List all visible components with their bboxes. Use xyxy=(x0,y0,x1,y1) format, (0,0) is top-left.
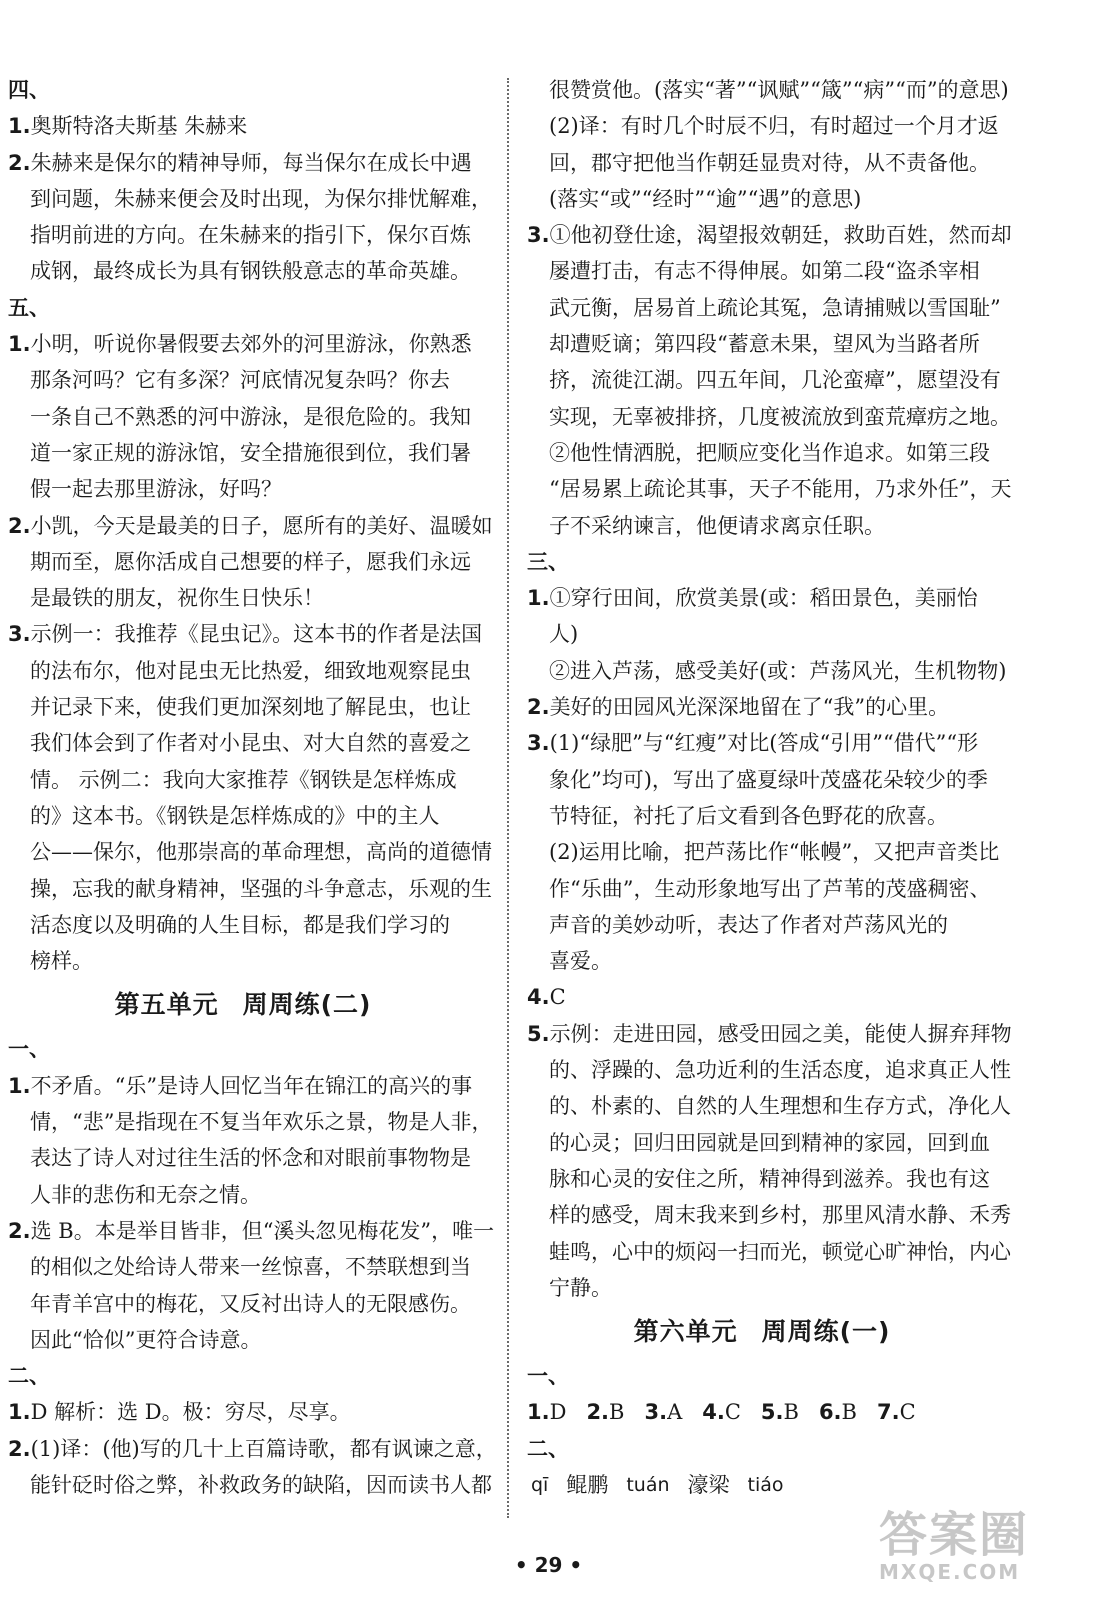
section-4-items xyxy=(8,108,492,289)
answer-line: 的、浮躁的、急功近利的生活态度，追求真正人性 xyxy=(549,1058,1011,1083)
item-number: 4. xyxy=(527,985,550,1010)
item-number: 1. xyxy=(527,586,550,611)
section-5-items xyxy=(8,326,493,979)
column-divider xyxy=(507,78,509,1518)
answer-line: 期而至，愿你活成自己想要的样子，愿我们永远 xyxy=(30,549,471,574)
answer-line: 并记录下来，使我们更加深刻地了解昆虫，也让 xyxy=(30,695,471,720)
unit-title-5-b: 周周练(二) xyxy=(242,990,372,1020)
answer-line: 一条自己不熟悉的河中游泳，是很危险的。我知 xyxy=(30,404,471,429)
section-3-items xyxy=(527,580,1012,1306)
unit-title-5-a: 第五单元 xyxy=(114,990,219,1020)
answer-line: 1.①穿行田间，欣赏美景(或：稻田景色，美丽怡 xyxy=(527,586,978,611)
watermark-logo-text: 答案圈 xyxy=(879,1507,1030,1563)
answer-line: 假一起去那里游泳，好吗？ xyxy=(30,477,282,502)
answer-line: 的相似之处给诗人带来一丝惊喜，不禁联想到当 xyxy=(30,1255,471,1280)
word-answer: 鲲鹏 xyxy=(566,1472,609,1497)
item-number: 2. xyxy=(586,1400,610,1425)
unit-title-6 xyxy=(527,1306,997,1358)
page-number: • 29 • xyxy=(514,1553,583,1577)
answer-line: 武元衡，居易首上疏论其冤，急请捕贼以雪国耻” xyxy=(549,295,1001,320)
answer-line: 活态度以及明确的人生目标，都是我们学习的 xyxy=(30,912,450,937)
answer-line: 喜爱。 xyxy=(549,949,612,974)
answer-line: 人) xyxy=(549,622,579,647)
right-column xyxy=(527,72,1012,1503)
left-column xyxy=(8,72,497,1503)
answer-line: 道一家正规的游泳馆，安全措施很到位，我们暑 xyxy=(30,440,471,465)
answer-line: 2.小凯，今天是最美的日子，愿所有的美好、温暖如 xyxy=(8,513,493,538)
item-number: 1. xyxy=(8,1073,31,1098)
continued-answer xyxy=(527,72,1009,217)
answer-line: 是最铁的朋友，祝你生日快乐！ xyxy=(30,586,324,611)
word-answer: 濠梁 xyxy=(687,1472,730,1497)
answer-line: (落实“或”“经时”“逾”“遇”的意思) xyxy=(549,186,862,211)
answer-line: 操，忘我的献身精神，坚强的斗争意志，乐观的生 xyxy=(30,876,492,901)
answer-line: (2)译：有时几个时辰不归，有时超过一个月才返 xyxy=(549,114,999,139)
answer-line: 4.C xyxy=(527,985,566,1010)
answer-line: 却遭贬谪；第四段“蓄意未果，望风为当路者所 xyxy=(549,332,980,357)
practice-2-items xyxy=(8,1394,497,1503)
answer-line: 象化”均可)，写出了盛夏绿叶茂盛花朵较少的季 xyxy=(549,767,988,792)
answer-line: 3.示例一：我推荐《昆虫记》。这本书的作者是法国 xyxy=(8,622,483,647)
mc-answer: 6.B xyxy=(818,1400,857,1425)
answer-line: 我们体会到了作者对小昆虫、对大自然的喜爱之 xyxy=(30,731,471,756)
item-number: 2. xyxy=(8,150,31,175)
answer-line: 因此“恰似”更符合诗意。 xyxy=(30,1327,262,1352)
answer-line: 挤，流徙江湖。四五年间，几沦蛮瘴”，愿望没有 xyxy=(549,368,1001,393)
answer-line: 屡遭打击，有志不得伸展。如第二段“盗杀宰相 xyxy=(549,259,980,284)
answer-line: 宁静。 xyxy=(549,1275,612,1300)
item-number: 3. xyxy=(527,223,550,248)
answer-line: 蛙鸣，心中的烦闷一扫而光，顿觉心旷神怡，内心 xyxy=(549,1239,1011,1264)
watermark-domain: MXQE.COM xyxy=(879,1560,1021,1584)
answer-line: 1.小明，听说你暑假要去郊外的河里游泳，你熟悉 xyxy=(8,332,472,357)
item-number: 7. xyxy=(876,1400,900,1425)
section-heading-4: 四、 xyxy=(8,78,50,102)
answer-line: 的》这本书。《钢铁是怎样炼成的》中的主人 xyxy=(30,803,440,828)
mc-answer: 4.C xyxy=(702,1400,741,1425)
answer-line: 情。 示例二：我向大家推荐《钢铁是怎样炼成 xyxy=(30,767,457,792)
multiple-choice-answers xyxy=(527,1394,997,1430)
answer-line: 脉和心灵的安住之所，精神得到滋养。我也有这 xyxy=(549,1166,990,1191)
section-heading-3: 三、 xyxy=(527,549,569,574)
item-number: 3. xyxy=(644,1400,668,1425)
answer-line: 1.D 解析：选 D。极：穷尽，尽享。 xyxy=(8,1400,351,1425)
item-number: 1. xyxy=(8,1400,31,1425)
answer-line: 到问题，朱赫来便会及时出现，为保尔排忧解难， xyxy=(30,186,492,211)
answer-line: 子不采纳谏言，他便请求离京任职。 xyxy=(549,513,885,538)
unit6-heading-2: 二、 xyxy=(527,1436,569,1461)
answer-line: 情，“悲”是指现在不复当年欢乐之景，物是人非， xyxy=(30,1110,493,1135)
unit-title-5 xyxy=(8,979,478,1031)
answer-line: 年青羊宫中的梅花，又反衬出诗人的无限感伤。 xyxy=(30,1291,471,1316)
answer-line: 2.(1)译：(他)写的几十上百篇诗歌，都有讽谏之意， xyxy=(8,1436,497,1461)
answer-line: 样的感受，周末我来到乡村，那里风清水静、禾秀 xyxy=(549,1203,1011,1228)
site-watermark xyxy=(879,1507,1079,1592)
section-heading-5: 五、 xyxy=(8,295,50,320)
item-number: 2. xyxy=(8,1436,31,1461)
mc-answer: 1.D xyxy=(527,1400,567,1425)
answer-line: 3.①他初登仕途，渴望报效朝廷，救助百姓，然而却 xyxy=(527,223,1012,248)
answer-line: 2.选 B。本是举目皆非，但“溪头忽见梅花发”，唯一 xyxy=(8,1218,495,1243)
answer-line: 回，郡守把他当作朝廷显贵对待，从不责备他。 xyxy=(549,150,990,175)
answer-line: 声音的美妙动听，表达了作者对芦荡风光的 xyxy=(549,912,948,937)
answer-line: ②他性情洒脱，把顺应变化当作追求。如第三段 xyxy=(549,440,990,465)
practice-heading-2: 二、 xyxy=(8,1364,50,1389)
answer-line: 实现，无辜被排挤，几度被流放到蛮荒瘴疠之地。 xyxy=(549,404,1011,429)
answer-line: ②进入芦荡，感受美好(或：芦荡风光，生机物物) xyxy=(549,658,1007,683)
answer-line: 的、朴素的、自然的人生理想和生存方式，净化人 xyxy=(549,1094,1011,1119)
unit6-heading-1: 一、 xyxy=(527,1364,569,1389)
answer-line: 5.示例：走进田园，感受田园之美，能使人摒弃拜物 xyxy=(527,1021,1012,1046)
item-number: 5. xyxy=(527,1021,550,1046)
answer-line: 榜样。 xyxy=(30,949,93,974)
pinyin-answer: qī xyxy=(531,1473,549,1496)
answer-line: 1.不矛盾。“乐”是诗人回忆当年在锦江的高兴的事 xyxy=(8,1073,473,1098)
item-number: 3. xyxy=(8,622,31,647)
answer-line: 1.奥斯特洛夫斯基 朱赫来 xyxy=(8,114,248,139)
practice-1-items xyxy=(8,1068,495,1358)
answer-line: 很赞赏他。(落实“著”“讽赋”“箴”“病”“而”的意思) xyxy=(549,78,1009,102)
practice-heading-1: 一、 xyxy=(8,1037,50,1062)
answer-line: 公——保尔，他那崇高的革命理想，高尚的道德情 xyxy=(30,840,492,865)
pinyin-answer: tiáo xyxy=(747,1473,784,1496)
answer-line: “居易累上疏论其事，天子不能用，乃求外任”，天 xyxy=(549,477,1012,502)
answer-line: 成钢，最终成长为具有钢铁般意志的革命英雄。 xyxy=(30,259,471,284)
pinyin-answers xyxy=(527,1467,997,1503)
answer-line: 3.(1)“绿肥”与“红瘦”对比(答成“引用”“借代”“形 xyxy=(527,731,979,756)
mc-answer: 3.A xyxy=(644,1400,683,1425)
item-number: 1. xyxy=(527,1400,550,1425)
answer-line: 的心灵；回归田园就是回到精神的家园，回到血 xyxy=(549,1130,990,1155)
item-number: 1. xyxy=(8,114,31,139)
answer-line: 2.朱赫来是保尔的精神导师，每当保尔在成长中遇 xyxy=(8,150,472,175)
item-number: 1. xyxy=(8,332,31,357)
item-number: 3. xyxy=(527,731,550,756)
mc-answer: 5.B xyxy=(760,1400,799,1425)
unit-title-6-a: 第六单元 xyxy=(633,1317,738,1347)
answer-line: 作“乐曲”，生动形象地写出了芦苇的茂盛稠密、 xyxy=(549,876,991,901)
item-number: 2. xyxy=(527,695,550,720)
answer-line: 指明前进的方向。在朱赫来的指引下，保尔百炼 xyxy=(30,223,471,248)
mc-answer: 2.B xyxy=(586,1400,625,1425)
item-3-answer xyxy=(527,217,1012,544)
mc-answer: 7.C xyxy=(876,1400,916,1425)
answer-line: 节特征，衬托了后文看到各色野花的欣喜。 xyxy=(549,803,948,828)
answer-line: 能针砭时俗之弊，补救政务的缺陷，因而读书人都 xyxy=(30,1472,492,1497)
pinyin-answer: tuán xyxy=(626,1473,670,1496)
unit-title-6-b: 周周练(一) xyxy=(761,1317,891,1347)
item-number: 2. xyxy=(8,1218,31,1243)
answer-line: 2.美好的田园风光深深地留在了“我”的心里。 xyxy=(527,695,950,720)
item-number: 6. xyxy=(818,1400,842,1425)
item-number: 2. xyxy=(8,513,31,538)
answer-line: (2)运用比喻，把芦荡比作“帐幔”，又把声音类比 xyxy=(549,840,1000,865)
answer-line: 那条河吗？它有多深？河底情况复杂吗？你去 xyxy=(30,368,450,393)
answer-line: 表达了诗人对过往生活的怀念和对眼前事物物是 xyxy=(30,1146,471,1171)
item-number: 4. xyxy=(702,1400,725,1425)
item-number: 5. xyxy=(760,1400,784,1425)
answer-line: 的法布尔，他对昆虫无比热爱，细致地观察昆虫 xyxy=(30,658,471,683)
answer-line: 人非的悲伤和无奈之情。 xyxy=(30,1182,261,1207)
